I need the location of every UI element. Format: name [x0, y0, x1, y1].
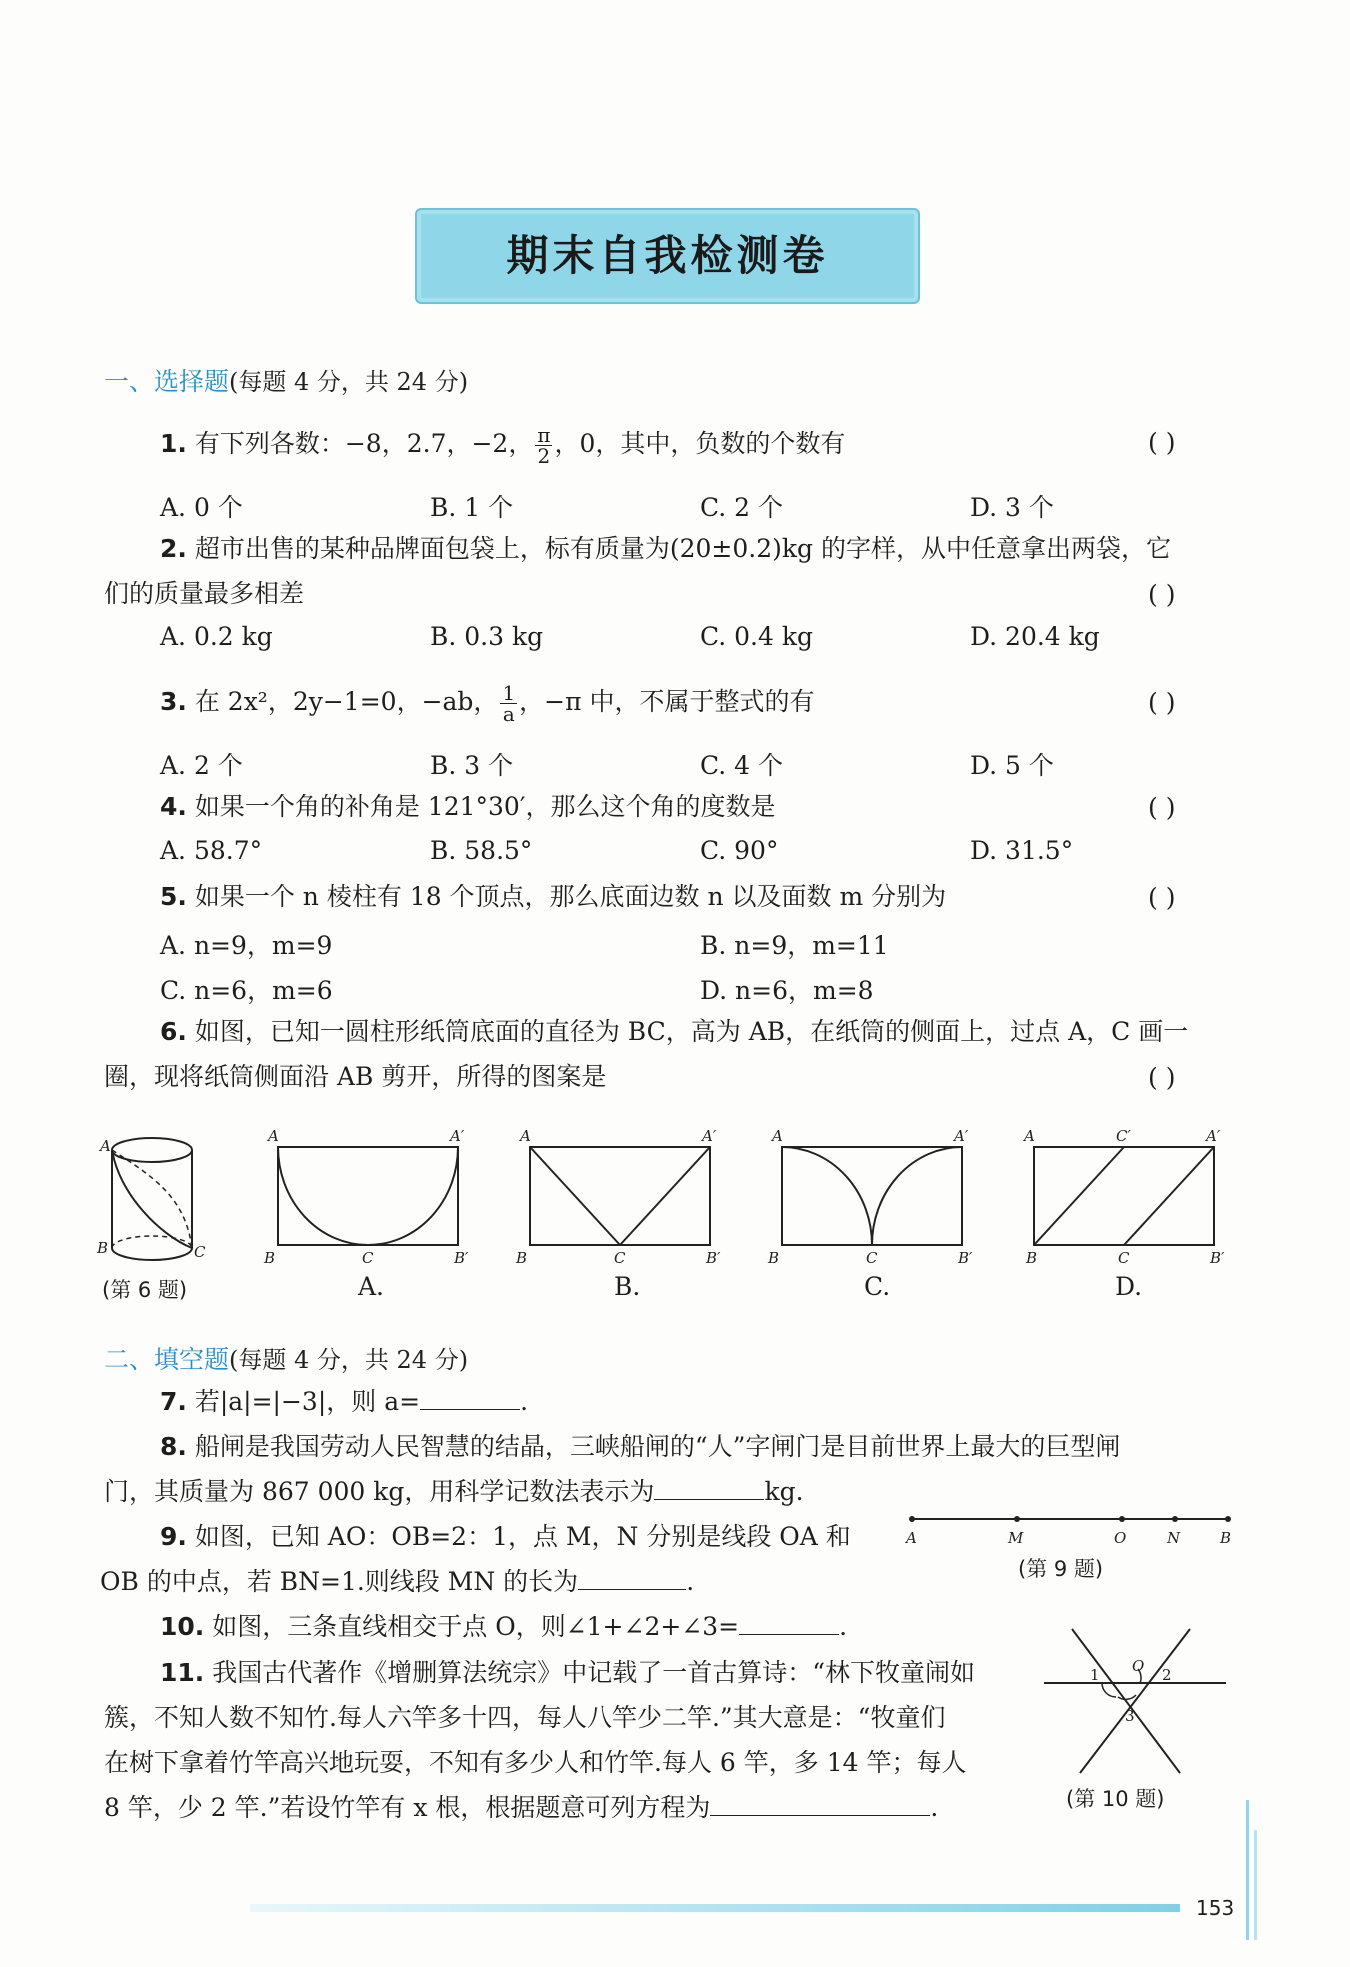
page-title: 期末自我检测卷	[506, 231, 829, 280]
q9-answer-blank[interactable]	[578, 1565, 686, 1590]
page-number: 153	[1196, 1896, 1235, 1920]
q3-number: 3.	[160, 687, 187, 716]
question-1	[160, 425, 845, 466]
q4-option-c: C. 90°	[700, 836, 779, 865]
option-c-figure	[782, 1147, 962, 1245]
q4-text: 如果一个角的补角是 121°30′，那么这个角的度数是	[194, 792, 776, 821]
q2-answer-paren: ( )	[1148, 580, 1176, 609]
q4-number: 4.	[160, 792, 187, 821]
q6-answer-paren: ( )	[1148, 1063, 1176, 1092]
question-11-line1	[160, 1656, 975, 1690]
section-1-note: (每题 4 分，共 24 分)	[229, 368, 469, 396]
c-label-a: A	[772, 1127, 783, 1145]
q3-answer-paren: ( )	[1148, 688, 1176, 717]
q9-point-n: N	[1167, 1529, 1181, 1547]
q2-option-c: C. 0.4 kg	[700, 622, 813, 651]
q9-point-a: A	[906, 1529, 917, 1547]
question-8-line2	[104, 1475, 804, 1509]
q11-number: 11.	[160, 1658, 205, 1687]
q5-answer-paren: ( )	[1148, 883, 1176, 912]
question-5	[160, 880, 946, 914]
q3-frac-num: 1	[502, 681, 516, 705]
q4-option-b: B. 58.5°	[430, 836, 533, 865]
q10-angle-1: 1	[1090, 1666, 1100, 1684]
c-label-c: C	[866, 1249, 878, 1265]
q1-number: 1.	[160, 429, 187, 458]
a-label-a: A	[268, 1127, 279, 1145]
q8-line2: 门，其质量为 867 000 kg，用科学记数法表示为	[104, 1477, 655, 1506]
q6-label-d: D.	[1115, 1272, 1143, 1301]
q2-number: 2.	[160, 534, 187, 563]
section-2-heading	[104, 1340, 468, 1376]
q3-option-d: D. 5 个	[970, 751, 1054, 780]
q9-point-m: M	[1008, 1529, 1024, 1547]
q2-option-b: B. 0.3 kg	[430, 622, 544, 651]
q1-frac-den: 2	[537, 444, 551, 468]
q6-label-b: B.	[614, 1272, 641, 1301]
b-label-b: B	[516, 1249, 528, 1265]
cyl-label-a: A	[100, 1137, 111, 1155]
question-9-line2	[100, 1565, 694, 1599]
q9-point-b: B	[1220, 1529, 1232, 1547]
section-1-heading	[104, 362, 468, 398]
q2-line2: 们的质量最多相差	[104, 579, 305, 608]
q11-line4: 8 竿，少 2 竿.”若设竹竿有 x 根，根据题意可列方程为	[104, 1793, 711, 1822]
q9-line1: 如图，已知 AO：OB=2：1，点 M，N 分别是线段 OA 和	[194, 1522, 851, 1551]
a-label-c: C	[362, 1249, 374, 1265]
q9-figure-caption: (第 9 题)	[1018, 1557, 1104, 1581]
q10-lines-figure	[1040, 1625, 1240, 1780]
q1-option-c: C. 2 个	[700, 493, 783, 522]
q6-line1: 如图，已知一圆柱形纸筒底面的直径为 BC，高为 AB，在纸筒的侧面上，过点 A，C 画一	[194, 1017, 1189, 1046]
q6-line2: 圈，现将纸筒侧面沿 AB 剪开，所得的图案是	[104, 1062, 607, 1091]
option-d-figure	[1034, 1147, 1214, 1245]
a-label-b: B	[264, 1249, 276, 1265]
q6-figures	[90, 1125, 1250, 1265]
q6-label-c: C.	[864, 1272, 891, 1301]
footer-accent-line	[1246, 1800, 1249, 1940]
c-label-b: B	[768, 1249, 780, 1265]
q11-line3: 在树下拿着竹竿高兴地玩耍，不知有多少人和竹竿.每人 6 竿，多 14 竿；每人	[104, 1748, 967, 1777]
q3-option-a: A. 2 个	[160, 751, 243, 780]
q8-line1: 船闸是我国劳动人民智慧的结晶，三峡船闸的“人”字闸门是目前世界上最大的巨型闸	[194, 1432, 1121, 1461]
q10-figure-caption: (第 10 题)	[1066, 1787, 1165, 1811]
d-label-c2: C′	[1116, 1127, 1131, 1145]
q11-answer-blank[interactable]	[710, 1791, 930, 1816]
option-a-figure	[278, 1147, 458, 1245]
q4-answer-paren: ( )	[1148, 793, 1176, 822]
b-label-b2: B′	[706, 1249, 721, 1265]
q9-number: 9.	[160, 1522, 187, 1551]
d-label-b: B	[1026, 1249, 1038, 1265]
q11-line1: 我国古代著作《增删算法统宗》中记载了一首古算诗：“林下牧童闹如	[212, 1658, 976, 1687]
q4-option-a: A. 58.7°	[160, 836, 263, 865]
q9-point-o: O	[1114, 1529, 1127, 1547]
q11-line2: 簇，不知人数不知竹.每人六竿多十四，每人八竿少二竿.”其大意是：“牧童们	[104, 1703, 946, 1732]
q8-number: 8.	[160, 1432, 187, 1461]
q7-answer-blank[interactable]	[420, 1385, 520, 1410]
c-label-a2: A′	[954, 1127, 969, 1145]
q1-fraction	[535, 425, 552, 466]
question-8-line1	[160, 1430, 1120, 1464]
q3-option-b: B. 3 个	[430, 751, 514, 780]
q7-text: 若|a|=|−3|，则 a=	[194, 1387, 421, 1416]
q5-option-c: C. n=6，m=6	[160, 976, 333, 1005]
q9-end: .	[686, 1567, 695, 1596]
q9-segment-figure	[900, 1505, 1240, 1555]
q1-answer-paren: ( )	[1148, 428, 1176, 457]
q5-text: 如果一个 n 棱柱有 18 个顶点，那么底面边数 n 以及面数 m 分别为	[194, 882, 947, 911]
section-1-label: 一、选择题	[104, 367, 230, 396]
q7-end: .	[520, 1387, 529, 1416]
q11-end: .	[930, 1793, 939, 1822]
question-7	[160, 1385, 528, 1419]
q10-angle-2: 2	[1162, 1666, 1172, 1684]
section-2-label: 二、填空题	[104, 1345, 230, 1374]
q9-line2: OB 的中点，若 BN=1.则线段 MN 的长为	[100, 1567, 579, 1596]
b-label-c: C	[614, 1249, 626, 1265]
q3-fraction	[500, 683, 517, 724]
q7-number: 7.	[160, 1387, 187, 1416]
title-banner	[415, 208, 920, 304]
cylinder-figure	[112, 1138, 192, 1260]
q6-label-a: A.	[358, 1272, 385, 1301]
section-2-note: (每题 4 分，共 24 分)	[229, 1346, 469, 1374]
d-label-a2: A′	[1206, 1127, 1221, 1145]
question-4	[160, 790, 776, 824]
q3-option-c: C. 4 个	[700, 751, 783, 780]
q5-option-a: A. n=9，m=9	[160, 931, 333, 960]
q2-line1: 超市出售的某种品牌面包袋上，标有质量为(20±0.2)kg 的字样，从中任意拿出两袋，它	[194, 534, 1171, 563]
d-label-c: C	[1118, 1249, 1130, 1265]
q5-option-b: B. n=9，m=11	[700, 931, 889, 960]
d-label-b2: B′	[1210, 1249, 1225, 1265]
question-3	[160, 683, 815, 724]
q10-answer-blank[interactable]	[739, 1610, 839, 1635]
q1-frac-num: π	[537, 423, 551, 447]
q10-number: 10.	[160, 1612, 205, 1641]
cyl-label-b: B	[97, 1239, 109, 1257]
cyl-label-c: C	[194, 1243, 206, 1261]
a-label-a2: A′	[450, 1127, 465, 1145]
q2-option-d: D. 20.4 kg	[970, 622, 1100, 651]
question-6-line1	[160, 1015, 1188, 1049]
option-b-figure	[530, 1147, 710, 1245]
question-10	[160, 1610, 847, 1644]
q1-option-d: D. 3 个	[970, 493, 1054, 522]
q3-text-b: ，−π 中，不属于整式的有	[519, 687, 815, 716]
q1-text-b: ，0，其中，负数的个数有	[554, 429, 846, 458]
q3-frac-den: a	[502, 702, 515, 726]
c-label-b2: B′	[958, 1249, 973, 1265]
q6-number: 6.	[160, 1017, 187, 1046]
q6-figure-caption: (第 6 题)	[102, 1278, 188, 1302]
d-label-a: A	[1024, 1127, 1035, 1145]
q1-option-a: A. 0 个	[160, 493, 243, 522]
question-11-line4	[104, 1791, 938, 1825]
q10-text: 如图，三条直线相交于点 O，则∠1+∠2+∠3=	[212, 1612, 740, 1641]
b-label-a: A	[520, 1127, 531, 1145]
a-label-b2: B′	[454, 1249, 469, 1265]
q10-angle-3: 3	[1125, 1707, 1135, 1725]
b-label-a2: A′	[702, 1127, 717, 1145]
footer-accent-line-2	[1254, 1830, 1257, 1940]
q1-option-b: B. 1 个	[430, 493, 514, 522]
q1-text-a: 有下列各数：−8，2.7，−2，	[194, 429, 534, 458]
question-9-line1	[160, 1520, 851, 1554]
footer-bar	[250, 1904, 1180, 1912]
q4-option-d: D. 31.5°	[970, 836, 1074, 865]
q5-option-d: D. n=6，m=8	[700, 976, 874, 1005]
q10-point-o: O	[1132, 1657, 1145, 1675]
question-2-line1	[160, 532, 1171, 566]
q8-answer-blank[interactable]	[654, 1475, 764, 1500]
q10-end: .	[839, 1612, 848, 1641]
q3-text-a: 在 2x²，2y−1=0，−ab，	[194, 687, 499, 716]
q2-option-a: A. 0.2 kg	[160, 622, 273, 651]
q5-number: 5.	[160, 882, 187, 911]
q8-end: kg.	[764, 1477, 804, 1506]
